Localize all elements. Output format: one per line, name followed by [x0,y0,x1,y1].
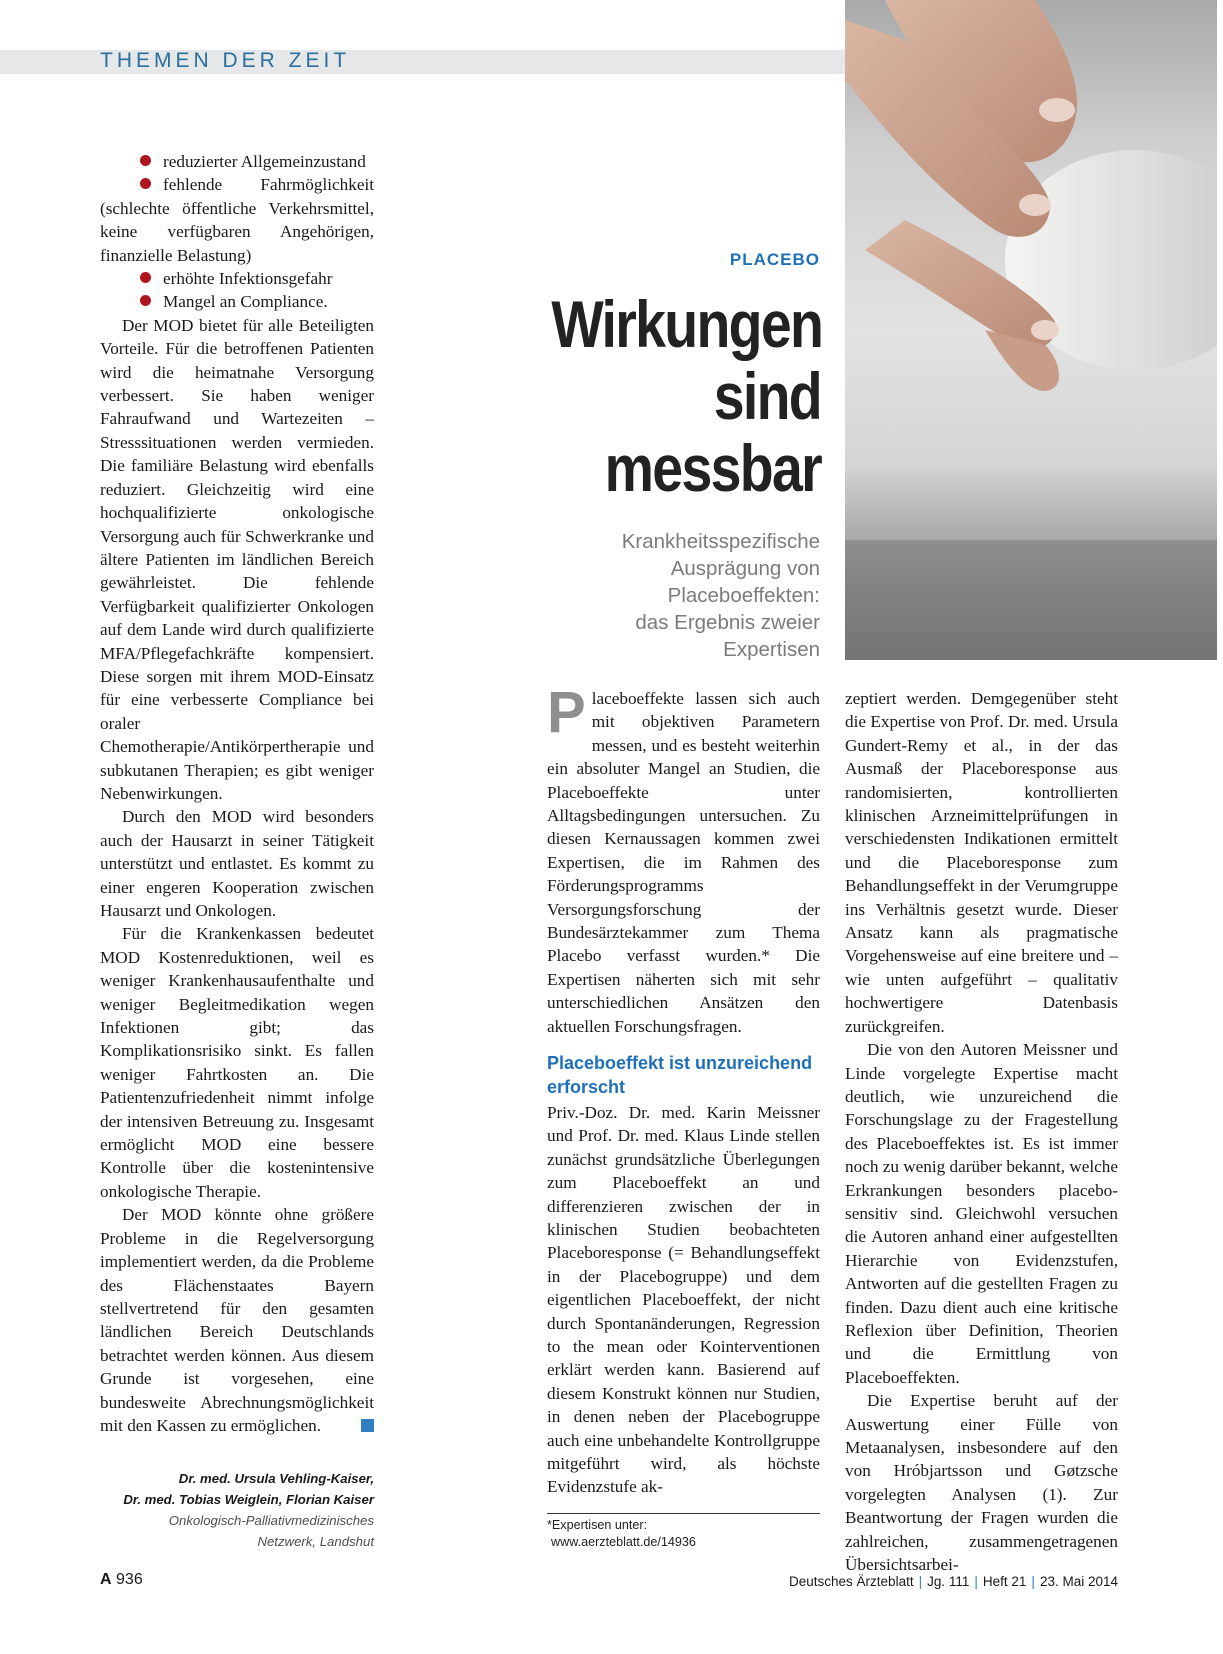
body-paragraph: Priv.-Doz. Dr. med. Karin Meissner und Prof. Dr. med. Klaus Linde stellen zunächst grundsätzliche Überlegungen zum Placeboeffekt an und differenzieren zwischen der in klinischen Studien beobachteten Placeboresponse (= Behandlungseffekt in der Placebogruppe) und dem eigentlichen Placeboeffekt, der nicht durch Spontanänderungen, Regression to the mean oder Kointerventionen erklärt werden kann. Basierend auf diesem Konstrukt können nur Studien, in denen neben der Placebogruppe auch eine unbehandelte Kontrollgruppe mitgeführt wird, als höchste Evidenzstufe ak- [547,1102,820,1497]
bullet-icon [140,295,151,306]
article-column-right [845,687,1118,1576]
affiliation-line: Onkologisch-Palliativmedizinisches [168,1513,374,1528]
author-block [100,1468,374,1552]
list-item: reduzierter Allgemeinzustand [100,150,374,173]
article-headline [551,288,821,504]
hand-holding-cup-illustration [845,0,1217,660]
separator: | [918,1574,923,1589]
author-line: Dr. med. Ursula Vehling-Kaiser, [178,1471,374,1486]
bullet-icon [140,155,151,166]
headline-line: Wirkungen [551,287,823,361]
body-paragraph: Die Expertise beruht auf der Auswertung einer Fülle von Metaanalysen, insbesondere auf den von Hróbjartsson und Gøtzsche vorgelegten Analysen (1). Zur Beantwortung der Fragen wurden die zahlreichen, zusammengetragenen Übersichtsarbei- [845,1391,1118,1575]
drop-cap: P [547,680,586,745]
body-paragraph: Durch den MOD wird besonders auch der Hausarzt in seiner Tätigkeit unterstützt und entlastet. Es kommt zu einer engeren Kooperation zwischen Hausarzt und Onkologen. [100,807,374,920]
left-article-column [100,150,374,1437]
list-item: fehlende Fahrmöglichkeit (schlechte öffentliche Verkehrsmittel, keine verfügbaren Angehörigen, finanzielle Belastung) [100,175,374,265]
body-paragraph: Der MOD bietet für alle Beteiligten Vorteile. Für die betroffenen Patienten wird die heimatnahe Versorgung verbessert. Sie haben weniger Fahraufwand und Wartezeiten – Stresssituationen werden vermieden. Die familiäre Belastung wird ebenfalls reduziert. Gleichzeitig wird eine hochqualifizierte onkologische Versorgung auch für Schwerkranke und ältere Patienten im ländlichen Bereich gewährleistet. Die fehlende Verfügbarkeit qualifizierter Onkologen auf dem Lande wird durch qualifizierte MFA/Pflegefachkräfte kompensiert. Diese sorgen mit ihrem MOD-Einsatz für eine verbesserte Compliance bei oraler Chemotherapie/Antikörpertherapie und subkutanen Therapien; es gibt weniger Nebenwirkungen. [100,315,374,803]
footnote-link[interactable]: www.aerzteblatt.de/14936 [551,1535,696,1549]
journal-name: Deutsches Ärzteblatt [789,1574,914,1589]
article-column-middle [547,680,820,1499]
journal-date: 23. Mai 2014 [1039,1574,1118,1589]
subheadline-line: Ausprägung von [670,557,820,580]
separator: | [1031,1574,1035,1589]
end-of-article-icon [361,1419,374,1432]
article-kicker: PLACEBO [729,250,820,269]
list-item: erhöhte Infektionsgefahr [100,267,374,290]
section-title: THEMEN DER ZEIT [100,49,351,72]
footnote [547,1513,820,1551]
body-paragraph: Für die Krankenkassen bedeutet MOD Kostenreduktionen, weil es weniger Krankenhausaufenthalte und weniger Begleitmedikation wegen Infektionen gibt; das Komplikationsrisiko sinkt. Es fallen weniger Fahrtkosten an. Die Patientenzufriedenheit nimmt infolge der intensiven Betreuung zu. Insgesamt ermöglicht MOD eine bessere Kontrolle über die kostenintensive onkologische Therapie. [100,924,374,1201]
subheadline-line: Placeboeffekten: [667,584,820,607]
journal-volume: Jg. 111 [927,1574,970,1589]
subheadline-line: das Ergebnis zweier [635,611,820,634]
body-paragraph: zeptiert werden. Demgegenüber steht die Expertise von Prof. Dr. med. Ursula Gundert-Remy et al., in der das Ausmaß der Placeboresponse aus randomisierten, kontrollierten klinischen Arzneimittelprüfungen in verschiedensten Indikationen ermittelt und die Placeboresponse zum Behandlungseffekt in der Verumgruppe ins Verhältnis gesetzt wurde. Dieser Ansatz kann als pragmatische Vorgehensweise auf eine breitere und – wie unten aufgeführt – qualitativ hochwertigere Datenbasis zurückgreifen. [845,689,1118,1036]
section-subheading: Placeboeffekt ist unzureichend erforscht [547,1053,813,1097]
page-number-value: 936 [116,1571,143,1588]
footnote-label: *Expertisen unter: [547,1518,648,1532]
article-photo [845,0,1217,660]
list-item: Mangel an Compliance. [100,290,374,313]
affiliation-line: Netzwerk, Landshut [257,1534,374,1549]
body-paragraph: Die von den Autoren Meissner und Linde vorgelegte Expertise macht deutlich, wie unzureichend die Forschungslage zu der Fragestellung des Placeboeffektes ist. Es ist immer noch zu wenig darüber bekannt, welche Erkrankungen besonders placebo-sensitiv sind. Gleichwohl versuchen die Autoren anhand einer aufgestellten Hierarchie von Evidenzstufen, Antworten auf die gestellten Fragen zu finden. Dazu dient auch eine kritische Reflexion über Definition, Theorien und die Ermittlung von Placeboeffekten. [845,1040,1118,1387]
author-line: Dr. med. Tobias Weiglein, Florian Kaiser [123,1492,374,1507]
article-subheadline [547,528,820,663]
journal-issue: Heft 21 [982,1574,1027,1589]
journal-info [789,1574,1118,1589]
page-prefix: A [100,1571,112,1588]
body-paragraph: Der MOD könnte ohne größere Probleme in die Regelversorgung implementiert werden, da die Probleme des Flächenstaates Bayern stellvertretend für den gesamten ländlichen Bereich Deutschlands betrachtet werden können. Aus diesem Grunde ist vorgesehen, eine bundesweite Abrechnungsmöglichkeit mit den Kassen zu ermöglichen. [100,1205,374,1435]
headline-line: messbar [604,431,821,505]
lead-paragraph: Placeboeffekte lassen sich auch mit objektiven Parametern messen, und es besteht weiterhin ein absoluter Mangel an Studien, die Placeboeffekte unter Alltagsbedingungen untersuchen. Zu diesen Kernaussagen kommen zwei Expertisen, die im Rahmen des Förderungsprogramms Versorgungsforschung der Bundesärztekammer zum Thema Placebo verfasst wurden.* Die Expertisen näherten sich mit sehr unterschiedlichen Ansätzen den aktuellen Forschungsfragen. [547,680,820,1036]
separator: | [974,1574,978,1589]
bullet-icon [140,178,151,189]
subheadline-line: Krankheitsspezifische [621,530,820,553]
bullet-icon [140,272,151,283]
subheadline-line: Expertisen [723,638,820,661]
headline-line: sind [713,359,821,433]
page-number [100,1571,143,1589]
